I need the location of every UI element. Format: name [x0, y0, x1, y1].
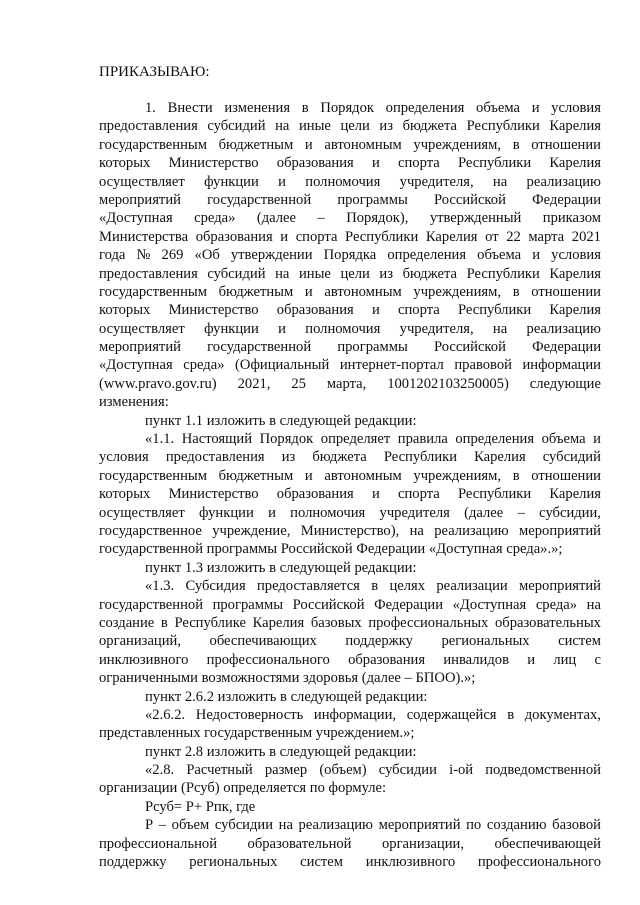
word: –	[517, 504, 525, 521]
word: образовательных	[494, 614, 601, 631]
word: 2021	[571, 228, 601, 245]
word: субсидий	[207, 118, 266, 135]
word: на	[492, 320, 508, 337]
order-heading: ПРИКАЗЫВАЮ:	[99, 64, 210, 80]
word: функции	[199, 504, 254, 521]
word: Карелия	[549, 155, 601, 172]
word: программы	[337, 191, 408, 208]
word: и	[304, 136, 313, 153]
word: которых	[99, 302, 151, 319]
word: определения	[387, 247, 467, 264]
word: из	[379, 265, 393, 282]
word: учреждениям,	[413, 136, 502, 153]
text-line	[99, 265, 601, 283]
word: государственной	[207, 191, 312, 208]
word: реализацию	[298, 817, 373, 834]
word: предоставляется	[256, 578, 360, 595]
word: «Доступная	[99, 210, 173, 227]
word: иные	[298, 118, 331, 135]
word: цели	[340, 265, 370, 282]
word: Федерации	[374, 596, 443, 613]
word: –	[317, 210, 325, 227]
word: интернет-портал	[339, 357, 444, 374]
word: «Доступная	[452, 596, 527, 613]
word: утвержденный	[429, 210, 522, 227]
word: цели	[340, 118, 370, 135]
text-line	[99, 577, 601, 595]
word: определения	[455, 431, 535, 448]
text-line	[99, 706, 601, 724]
word: Министерство	[168, 155, 259, 172]
word: Министерство),	[300, 522, 400, 539]
word: организаций,	[99, 633, 181, 650]
word: объем	[171, 817, 210, 834]
word: Карелия	[549, 486, 601, 503]
word: программы	[212, 596, 284, 613]
word: обеспечивающих	[209, 633, 317, 650]
text-line	[99, 835, 601, 853]
word: «2.6.2.	[145, 706, 186, 723]
word: бюджета	[312, 449, 367, 466]
word: государственное	[99, 522, 202, 539]
word: в	[507, 706, 515, 723]
word: мероприятий	[519, 522, 601, 539]
text-line	[99, 136, 601, 154]
word: Внести	[167, 100, 213, 116]
text-line	[99, 743, 601, 761]
word: систем	[558, 633, 601, 650]
word: 1.	[145, 100, 156, 116]
word: государственным	[99, 136, 207, 153]
word: на	[586, 596, 601, 613]
word: автономным	[324, 467, 402, 484]
word: иные	[298, 265, 331, 282]
word: (далее	[256, 210, 296, 227]
word: (далее	[464, 504, 504, 521]
word: предоставления	[99, 118, 198, 135]
text-line	[99, 540, 601, 558]
word: по	[466, 817, 482, 834]
word: объема	[476, 100, 521, 116]
word: на	[275, 118, 290, 135]
word: профессиональной	[99, 835, 218, 852]
word: функции	[204, 173, 259, 190]
line-text: пункт 1.1 изложить в следующей редакции:	[145, 412, 417, 429]
word: «2.8.	[145, 762, 175, 779]
text-line	[99, 393, 601, 411]
text-line	[99, 596, 601, 614]
word: образования	[276, 155, 354, 172]
word: образования	[276, 486, 354, 503]
text-line	[99, 485, 601, 503]
word: и	[304, 283, 313, 300]
word: систем	[300, 854, 344, 871]
word: Субсидия	[185, 578, 246, 595]
word: Карелия	[252, 614, 305, 631]
word: условия	[551, 100, 601, 116]
word: государственным	[99, 467, 207, 484]
word: инклюзивного	[365, 854, 456, 871]
word: и	[531, 100, 540, 116]
text-line	[99, 246, 601, 264]
word: функции	[204, 320, 259, 337]
word: утверждении	[230, 247, 313, 264]
word: подведомственной	[485, 762, 601, 779]
word: бюджетным	[218, 467, 294, 484]
word: Карелия	[549, 265, 601, 282]
line-text: пункт 2.6.2 изложить в следующей редакции:	[145, 688, 428, 705]
word: среда»	[194, 210, 236, 227]
word: целях	[389, 578, 426, 595]
text-line	[99, 724, 601, 742]
text-line	[99, 375, 601, 393]
word: автономным	[324, 136, 402, 153]
word: условия	[551, 247, 601, 264]
text-line	[99, 173, 601, 191]
word: содержащейся	[406, 706, 497, 723]
word: осуществляет	[99, 173, 185, 190]
word: и	[371, 155, 380, 172]
line-text: Pсуб= P+ Pпк, где	[145, 798, 256, 815]
text-line	[99, 651, 601, 669]
word: спорта	[398, 155, 440, 172]
word: образования	[348, 651, 426, 668]
word: Республики	[466, 265, 540, 282]
word: P	[145, 817, 154, 834]
text-line	[99, 816, 601, 834]
word: региональных	[441, 633, 530, 650]
word: реализацию	[434, 522, 509, 539]
word: Республики	[457, 486, 532, 503]
line-text: изменения:	[99, 394, 169, 411]
word: из	[379, 118, 393, 135]
word: спорта	[398, 302, 440, 319]
word: обеспечивающей	[494, 835, 601, 852]
word: правила	[397, 431, 448, 448]
word: полномочия	[305, 173, 381, 190]
word: субсидий	[542, 449, 601, 466]
word: отношении	[531, 136, 601, 153]
word: определения	[385, 100, 465, 116]
word: в	[301, 100, 309, 116]
text-line	[99, 467, 601, 485]
text-line	[99, 99, 601, 117]
text-line	[99, 228, 601, 246]
word: учреждение,	[212, 522, 291, 539]
word: марта	[528, 228, 565, 245]
word: предоставления	[165, 449, 265, 466]
word: реализацию	[526, 173, 601, 190]
line-text: ограниченными возможностями здоровья (далее – БПОО).»;	[99, 670, 476, 687]
word: которых	[99, 155, 151, 172]
text-line	[99, 614, 601, 632]
word: на	[409, 522, 424, 539]
word: полномочия	[290, 504, 366, 521]
word: объема	[477, 247, 522, 264]
word: объема	[541, 431, 586, 448]
word: субсидии	[214, 817, 274, 834]
text-line	[99, 338, 601, 356]
word: года	[99, 247, 126, 264]
word: инклюзивного	[99, 651, 189, 668]
word: Расчетный	[186, 762, 253, 779]
word: бюджетным	[218, 283, 294, 300]
word: в	[371, 578, 379, 595]
text-line	[99, 669, 601, 687]
word: в	[160, 614, 168, 631]
word: Республики	[457, 155, 532, 172]
word: 1001202103250005)	[387, 375, 509, 392]
word: государственным	[99, 283, 207, 300]
text-line	[99, 522, 601, 540]
word: и	[280, 228, 289, 245]
word: Республике	[174, 614, 246, 631]
word: базовой	[552, 817, 601, 834]
text-line	[99, 779, 601, 797]
word: на	[492, 173, 508, 190]
text-line	[99, 761, 601, 779]
text-line	[99, 448, 601, 466]
word: учредителя,	[399, 173, 474, 190]
word: в	[512, 467, 520, 484]
word: и	[371, 302, 380, 319]
word: Карелия	[549, 302, 601, 319]
word: правовой	[454, 357, 512, 374]
word: мероприятий	[378, 817, 461, 834]
text-line	[99, 356, 601, 374]
word: образовательной	[247, 835, 352, 852]
word: Порядок	[320, 100, 374, 116]
word: информации	[522, 357, 601, 374]
word: Карелия	[474, 449, 526, 466]
word: размер	[264, 762, 308, 779]
word: отношении	[531, 467, 601, 484]
word: учредителя,	[399, 320, 474, 337]
word: i-ой	[449, 762, 474, 779]
text-line	[99, 412, 601, 430]
line-text: организации (Pсуб) определяется по формуле:	[99, 780, 387, 797]
word: учреждениям,	[413, 283, 502, 300]
word: документах,	[524, 706, 601, 723]
word: организации,	[381, 835, 464, 852]
word: «1.3.	[145, 578, 175, 595]
word: «1.1.	[145, 431, 175, 448]
word: на	[275, 265, 290, 282]
word: Федерации	[532, 191, 601, 208]
word: Недостоверность	[195, 706, 304, 723]
word: субсидии	[378, 762, 437, 779]
text-line	[99, 117, 601, 135]
word: и	[371, 486, 380, 503]
word: и	[593, 431, 601, 448]
word: Порядка	[323, 247, 377, 264]
word: Республики	[457, 302, 532, 319]
word: Порядок),	[346, 210, 409, 227]
word: №	[136, 247, 151, 264]
word: предоставления	[99, 265, 198, 282]
order-body-text	[99, 99, 601, 871]
word: государственной	[207, 339, 312, 356]
word: профессионального	[206, 651, 330, 668]
text-line	[99, 798, 601, 816]
word: спорта	[295, 228, 338, 245]
word: инвалидов	[443, 651, 509, 668]
line-text: пункт 1.3 изложить в следующей редакции:	[145, 559, 417, 576]
word: из	[281, 449, 296, 466]
word: осуществляет	[99, 320, 185, 337]
word: с	[594, 651, 601, 668]
word: Российской	[433, 191, 506, 208]
word: 269	[161, 247, 184, 264]
word: базовых	[310, 614, 362, 631]
text-line	[99, 320, 601, 338]
word: Российской	[433, 339, 506, 356]
word: Республики	[466, 118, 540, 135]
word: марта,	[326, 375, 367, 392]
word: (Официальный	[235, 357, 330, 374]
word: реализации	[436, 578, 508, 595]
word: «Об	[194, 247, 220, 264]
word: Федерации	[532, 339, 601, 356]
word: отношении	[531, 283, 601, 300]
word: лиц	[553, 651, 577, 668]
word: «Доступная	[99, 357, 173, 374]
word: определяет	[320, 431, 391, 448]
word: в	[512, 136, 520, 153]
word: программы	[337, 339, 408, 356]
word: полномочия	[305, 320, 381, 337]
word: спорта	[398, 486, 440, 503]
word: Порядок	[259, 431, 314, 448]
word: и	[527, 651, 536, 668]
word: Настоящий	[181, 431, 253, 448]
word: в	[512, 283, 520, 300]
word: бюджета	[402, 118, 457, 135]
text-line	[99, 504, 601, 522]
word: учреждениям,	[413, 467, 502, 484]
word: осуществляет	[99, 504, 185, 521]
word: (www.pravo.gov.ru)	[99, 375, 217, 392]
word: 25	[291, 375, 306, 392]
word: профессионального	[477, 854, 601, 871]
text-line	[99, 853, 601, 871]
word: реализацию	[526, 320, 601, 337]
word: на	[278, 817, 293, 834]
text-line	[99, 632, 601, 650]
word: и	[278, 173, 286, 190]
word: Республики	[345, 228, 419, 245]
word: Российской	[292, 596, 365, 613]
word: от	[485, 228, 499, 245]
word: –	[158, 817, 167, 834]
line-text: представленных государственным учреждением.»;	[99, 725, 415, 742]
word: бюджетным	[218, 136, 294, 153]
text-line	[99, 209, 601, 227]
text-line	[99, 301, 601, 319]
word: региональных	[189, 854, 278, 871]
word: которых	[99, 486, 151, 503]
word: образования	[195, 228, 273, 245]
word: мероприятий	[99, 339, 181, 356]
word: поддержку	[345, 633, 413, 650]
word: Карелия	[425, 228, 478, 245]
text-line	[99, 283, 601, 301]
word: Министерства	[99, 228, 189, 245]
word: мероприятий	[99, 191, 181, 208]
word: и	[268, 504, 276, 521]
word: субсидий	[207, 265, 266, 282]
word: Министерство	[168, 486, 259, 503]
line-text: государственной программы Российской Федерации «Доступная среда».»;	[99, 541, 563, 558]
word: учредителя	[379, 504, 450, 521]
word: информации,	[313, 706, 397, 723]
word: изменения	[224, 100, 291, 116]
word: мероприятий	[519, 578, 601, 595]
word: приказом	[542, 210, 601, 227]
word: бюджета	[402, 265, 457, 282]
word: и	[278, 320, 286, 337]
word: Министерство	[168, 302, 259, 319]
text-line	[99, 154, 601, 172]
word: государственной	[99, 596, 204, 613]
word: создание	[99, 614, 155, 631]
text-line	[99, 559, 601, 577]
line-text: пункт 2.8 изложить в следующей редакции:	[145, 743, 417, 760]
word: следующие	[529, 375, 601, 392]
word: Карелия	[549, 118, 601, 135]
word: профессиональных	[368, 614, 489, 631]
text-line	[99, 430, 601, 448]
word: среда»	[183, 357, 225, 374]
word: среда»	[535, 596, 578, 613]
word: поддержку	[99, 854, 167, 871]
text-line	[99, 688, 601, 706]
word: 22	[506, 228, 521, 245]
text-line	[99, 191, 601, 209]
word: образования	[276, 302, 354, 319]
word: созданию	[486, 817, 547, 834]
word: условия	[99, 449, 149, 466]
word: субсидии,	[539, 504, 601, 521]
word: автономным	[324, 283, 402, 300]
word: Республики	[383, 449, 458, 466]
word: 2021,	[237, 375, 271, 392]
word: и	[532, 247, 541, 264]
word: и	[304, 467, 313, 484]
word: (объем)	[319, 762, 367, 779]
